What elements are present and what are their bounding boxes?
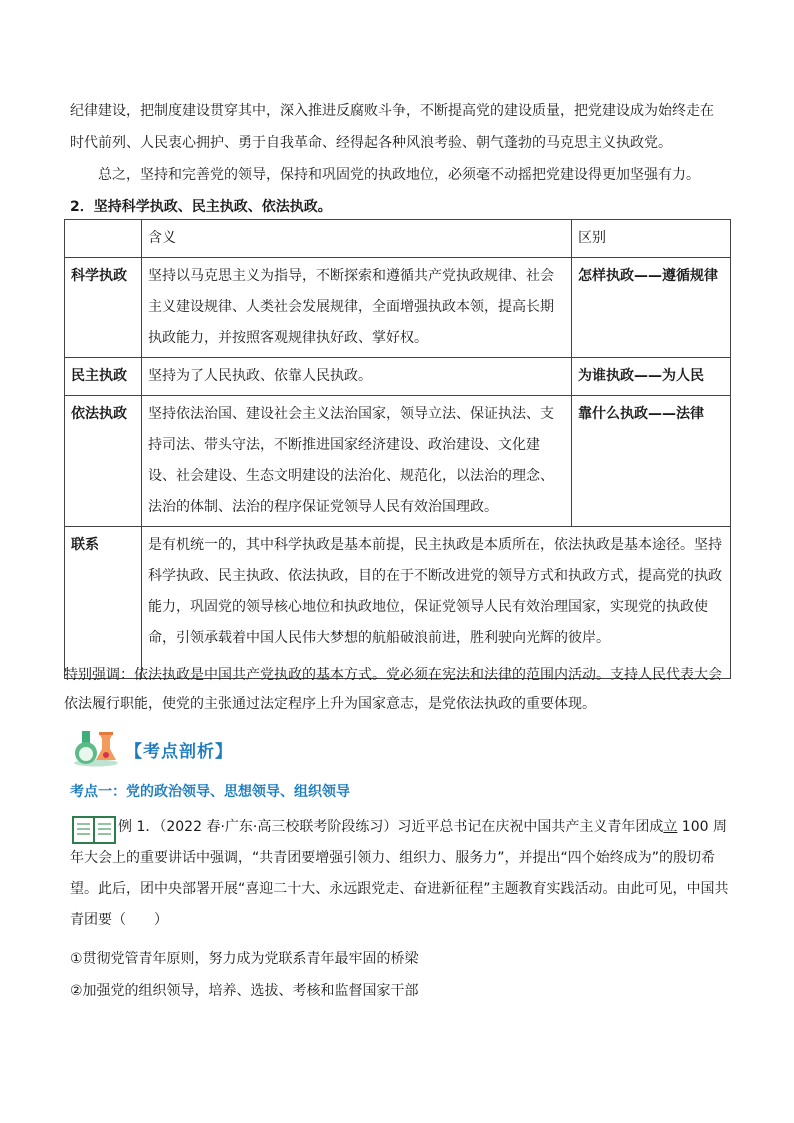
para1-line1: 纪律建设，把制度建设贯穿其中，深入推进反腐败斗争，不断提高党的建设质量，把党建设成为始终走在 — [70, 103, 714, 119]
table-header-cell: 含义 — [142, 220, 572, 258]
para2: 总之，坚持和完善党的领导，保持和巩固党的执政地位，必须毫不动摇把党建设得更加坚强有力。 — [98, 167, 700, 183]
row-label: 民主执政 — [65, 358, 142, 396]
special-note: 特别强调：依法执政是中国共产党执政的基本方式。党必须在宪法和法律的范围内活动。支持人民代表大会依法履行职能，使党的主张通过法定程序上升为国家意志，是党依法执政的重要体现。 — [64, 667, 722, 712]
table-row — [65, 396, 731, 527]
row-diff: 靠什么执政——法律 — [572, 396, 731, 527]
example-source: （2022 春·广东·高三校联考阶段练习） — [159, 819, 398, 835]
option-1: ①贯彻党管青年原则，努力成为党联系青年最牢固的桥梁 — [70, 951, 419, 967]
table-row — [65, 258, 731, 358]
kaodian-heading: 考点一：党的政治领导、思想领导、组织领导 — [70, 784, 350, 800]
governance-table — [64, 219, 731, 679]
row-label: 依法执政 — [65, 396, 142, 527]
table-header-row — [65, 220, 731, 258]
section-title: 【考点剖析】 — [125, 742, 233, 762]
table-row-link — [65, 527, 731, 679]
link-text: 是有机统一的，其中科学执政是基本前提，民主执政是本质所在，依法执政是基本途径。坚持科学执政、民主执政、依法执政，目的在于不断改进党的领导方式和执政方式，提高党的执政能力，巩固党的领导核心地位和执政地位，保证党领导人民有效治理国家，实现党的执政使命，引领承载着中国人民伟大梦想的航船破浪前进，胜利驶向光辉的彼岸。 — [142, 527, 731, 679]
link-label: 联系 — [65, 527, 142, 679]
row-meaning: 坚持以马克思主义为指导，不断探索和遵循共产党执政规律、社会主义建设规律、人类社会发展规律，全面增强执政本领，提高长期执政能力，并按照客观规律执好政、掌好权。 — [142, 258, 572, 358]
heading-2: 2．坚持科学执政、民主执政、依法执政。 — [70, 199, 332, 215]
example-1 — [70, 812, 730, 936]
example-label: 例 1． — [118, 819, 160, 835]
row-meaning: 坚持依法治国、建设社会主义法治国家，领导立法、保证执法、支持司法、带头守法，不断推进国家经济建设、政治建设、文化建设、社会建设、生态文明建设的法治化、规范化，以法治的理念、法治的体制、法治的程序保证党领导人民有效治国理政。 — [142, 396, 572, 527]
table-header-cell: 区别 — [572, 220, 731, 258]
example-text-a: 习近平总书记在庆祝中国共产主义青年团成 — [397, 819, 664, 835]
table-row — [65, 358, 731, 396]
table-header-cell — [65, 220, 142, 258]
row-diff: 怎样执政——遵循规律 — [572, 258, 731, 358]
flask-icon — [72, 727, 120, 767]
row-label: 科学执政 — [65, 258, 142, 358]
option-2: ②加强党的组织领导，培养、选拔、考核和监督国家干部 — [70, 983, 419, 999]
example-text-underlined: 立 — [663, 819, 678, 835]
row-diff: 为谁执政——为人民 — [572, 358, 731, 396]
row-meaning: 坚持为了人民执政、依靠人民执政。 — [142, 358, 572, 396]
para1-line2: 时代前列、人民衷心拥护、勇于自我革命、经得起各种风浪考验、朝气蓬勃的马克思主义执政党。 — [70, 135, 672, 151]
example-text-b: 100 周年大会上的重要讲话中强调，“共青团要增强引领力、组织力、服务力”，并提出“四个始终成为”的殷切希望。此后，团中央部署开展“喜迎二十大、永远跟党走、奋进新征程”主题教育实践活动。由此可见，中国共青团要（ ） — [70, 819, 729, 928]
